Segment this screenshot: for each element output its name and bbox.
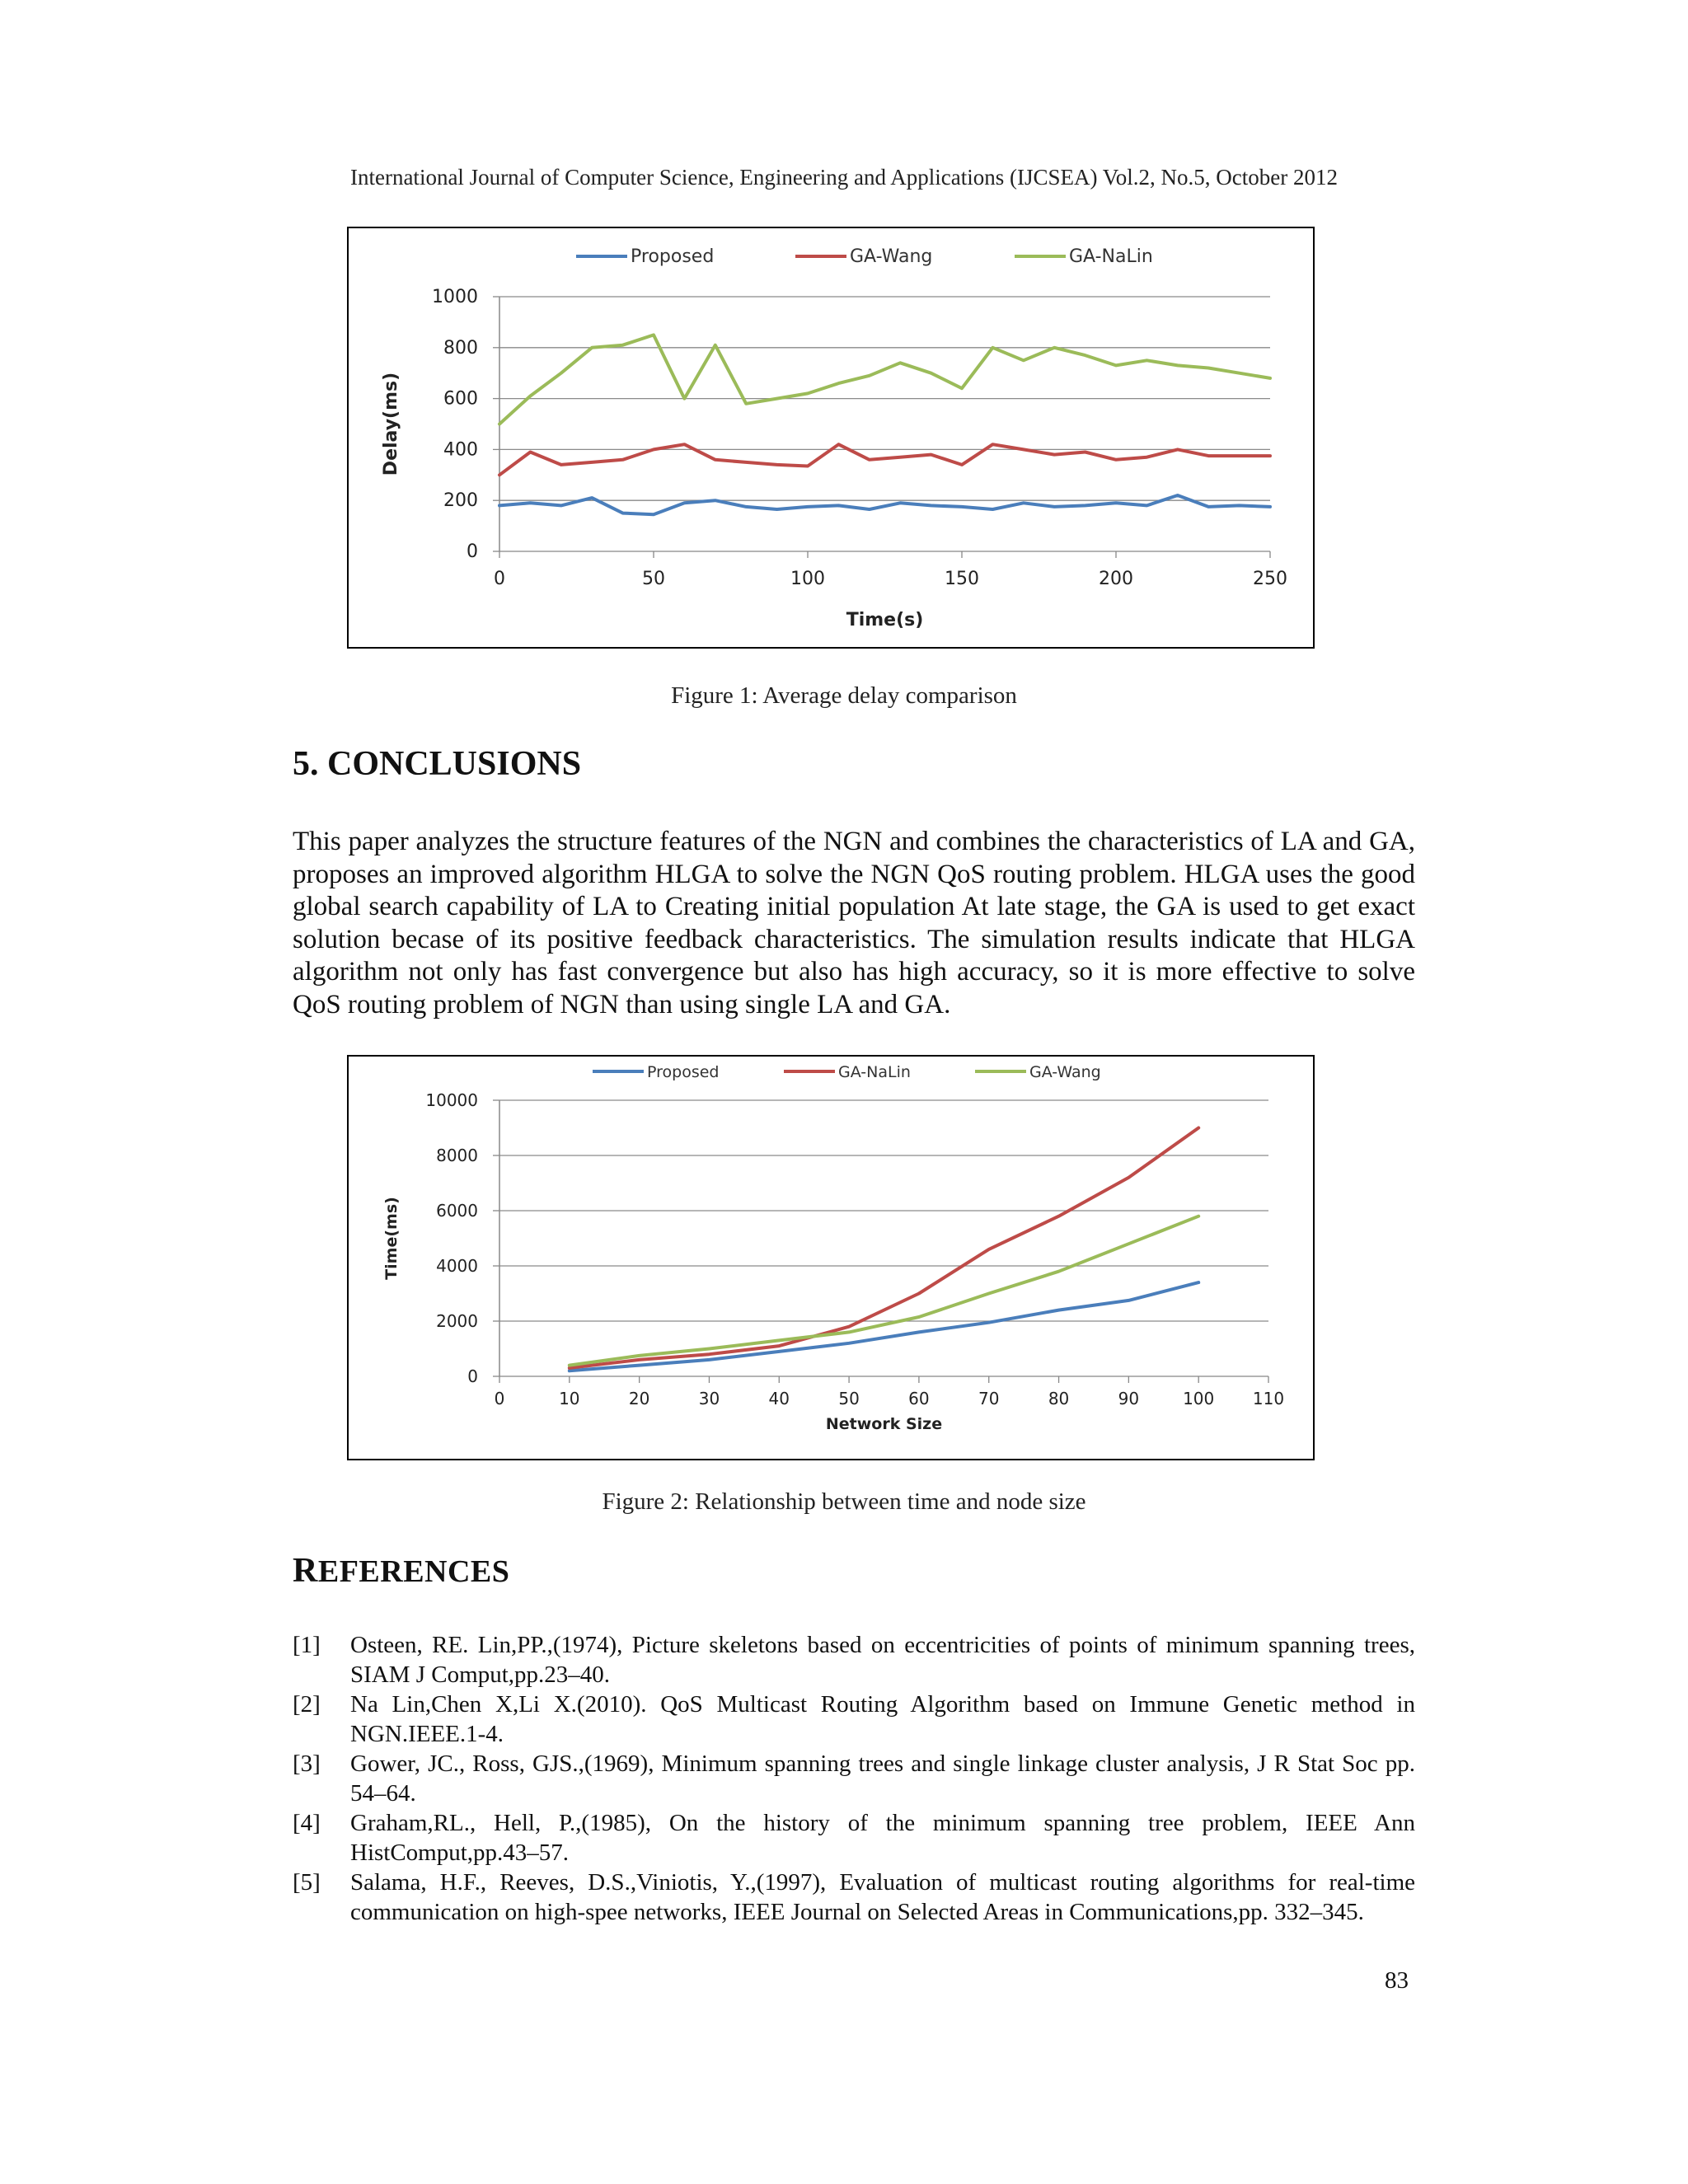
x-tick-label: 10 [559,1389,580,1408]
legend-label: Proposed [647,1063,720,1081]
x-tick-label: 100 [1183,1389,1215,1408]
x-tick-label: 60 [908,1389,930,1408]
legend-label: GA-NaLin [1069,246,1153,267]
figure-1-caption: Figure 1: Average delay comparison [671,682,1017,709]
figure-1-chart [349,228,1310,647]
reference-number: [2] [293,1691,321,1718]
references-title-rest: EFERENCES [317,1554,510,1589]
reference-text: Graham,RL., Hell, P.,(1985), On the history of the minimum spanning tree problem, IEEE Ann HistComput,pp.43–57. [350,1810,1415,1866]
x-tick-label: 90 [1118,1389,1140,1408]
section-title-references [293,1551,509,1591]
y-tick-label: 0 [467,1366,478,1386]
x-axis-label: Time(s) [846,610,924,630]
y-axis-label: Delay(ms) [381,372,401,476]
section-title-conclusions: 5. CONCLUSIONS [293,745,582,783]
series-line-proposed [499,495,1270,514]
y-tick-label: 1000 [432,287,478,307]
series-line-ga-wang [570,1216,1198,1366]
reference-list [293,1630,1415,1927]
x-tick-label: 150 [945,569,979,589]
x-tick-label: 80 [1048,1389,1070,1408]
reference-number: [3] [293,1750,321,1777]
reference-item [293,1690,1415,1749]
reference-item [293,1749,1415,1808]
series-line-ga-nalin [499,335,1270,424]
x-tick-label: 30 [698,1389,720,1408]
legend-label: GA-NaLin [838,1063,911,1081]
reference-item [293,1630,1415,1690]
journal-header: International Journal of Computer Science, Engineering and Applications (IJCSEA) Vol.2, No.5, October 2012 [349,165,1339,190]
y-tick-label: 200 [443,490,478,512]
figure-2 [347,1055,1315,1460]
y-tick-label: 6000 [436,1201,478,1221]
x-tick-label: 200 [1099,569,1133,589]
y-tick-label: 4000 [436,1256,478,1276]
reference-number: [1] [293,1632,321,1658]
y-tick-label: 0 [467,541,478,562]
x-axis-label: Network Size [825,1415,943,1433]
reference-number: [4] [293,1810,321,1836]
x-tick-label: 0 [494,569,505,589]
reference-number: [5] [293,1869,321,1896]
y-tick-label: 8000 [436,1146,478,1165]
x-tick-label: 250 [1253,569,1287,589]
series-line-ga-nalin [570,1128,1198,1368]
references-title-initial: R [293,1552,318,1590]
x-tick-label: 110 [1252,1389,1285,1408]
figure-2-chart [349,1057,1310,1459]
page-number: 83 [1385,1967,1409,1994]
x-tick-label: 40 [768,1389,790,1408]
legend-label: GA-Wang [1029,1063,1101,1081]
x-tick-label: 20 [628,1389,650,1408]
x-tick-label: 70 [978,1389,1000,1408]
x-tick-label: 0 [494,1389,505,1408]
reference-item [293,1868,1415,1927]
y-tick-label: 800 [443,337,478,359]
x-tick-label: 50 [838,1389,860,1408]
x-tick-label: 100 [790,569,825,589]
y-tick-label: 400 [443,439,478,461]
legend-label: Proposed [631,246,715,267]
figure-1 [347,227,1315,649]
y-axis-label: Time(ms) [382,1197,401,1280]
y-tick-label: 2000 [436,1311,478,1331]
reference-text: Salama, H.F., Reeves, D.S.,Viniotis, Y.,(1997), Evaluation of multicast routing algorithms for real-time communication on high-spee networks, IEEE Journal on Selected Areas in Communications,pp. 332–345. [350,1869,1415,1925]
reference-text: Osteen, RE. Lin,PP.,(1974), Picture skeletons based on eccentricities of points of minimum spanning trees, SIAM J Comput,pp.23–40. [350,1632,1415,1688]
reference-text: Gower, JC., Ross, GJS.,(1969), Minimum spanning trees and single linkage cluster analysis, J R Stat Soc pp. 54–64. [350,1750,1415,1807]
y-tick-label: 10000 [425,1090,478,1110]
reference-text: Na Lin,Chen X,Li X.(2010). QoS Multicast Routing Algorithm based on Immune Genetic method in NGN.IEEE.1-4. [350,1691,1415,1747]
figure-2-caption: Figure 2: Relationship between time and node size [602,1488,1086,1515]
y-tick-label: 600 [443,388,478,410]
x-tick-label: 50 [642,569,665,589]
legend-label: GA-Wang [850,246,933,267]
conclusions-paragraph: This paper analyzes the structure features of the NGN and combines the characteristics of LA and GA, proposes an improved algorithm HLGA to solve the NGN QoS routing problem. HLGA uses the good global search capability of LA to Creating initial population At late stage, the GA is used to get exact solution becase of its positive feedback characteristics. The simulation results indicate that HLGA algorithm not only has fast convergence but also has high accuracy, so it is more effective to solve QoS routing problem of NGN than using single LA and GA. [293,827,1415,1019]
reference-item [293,1808,1415,1868]
